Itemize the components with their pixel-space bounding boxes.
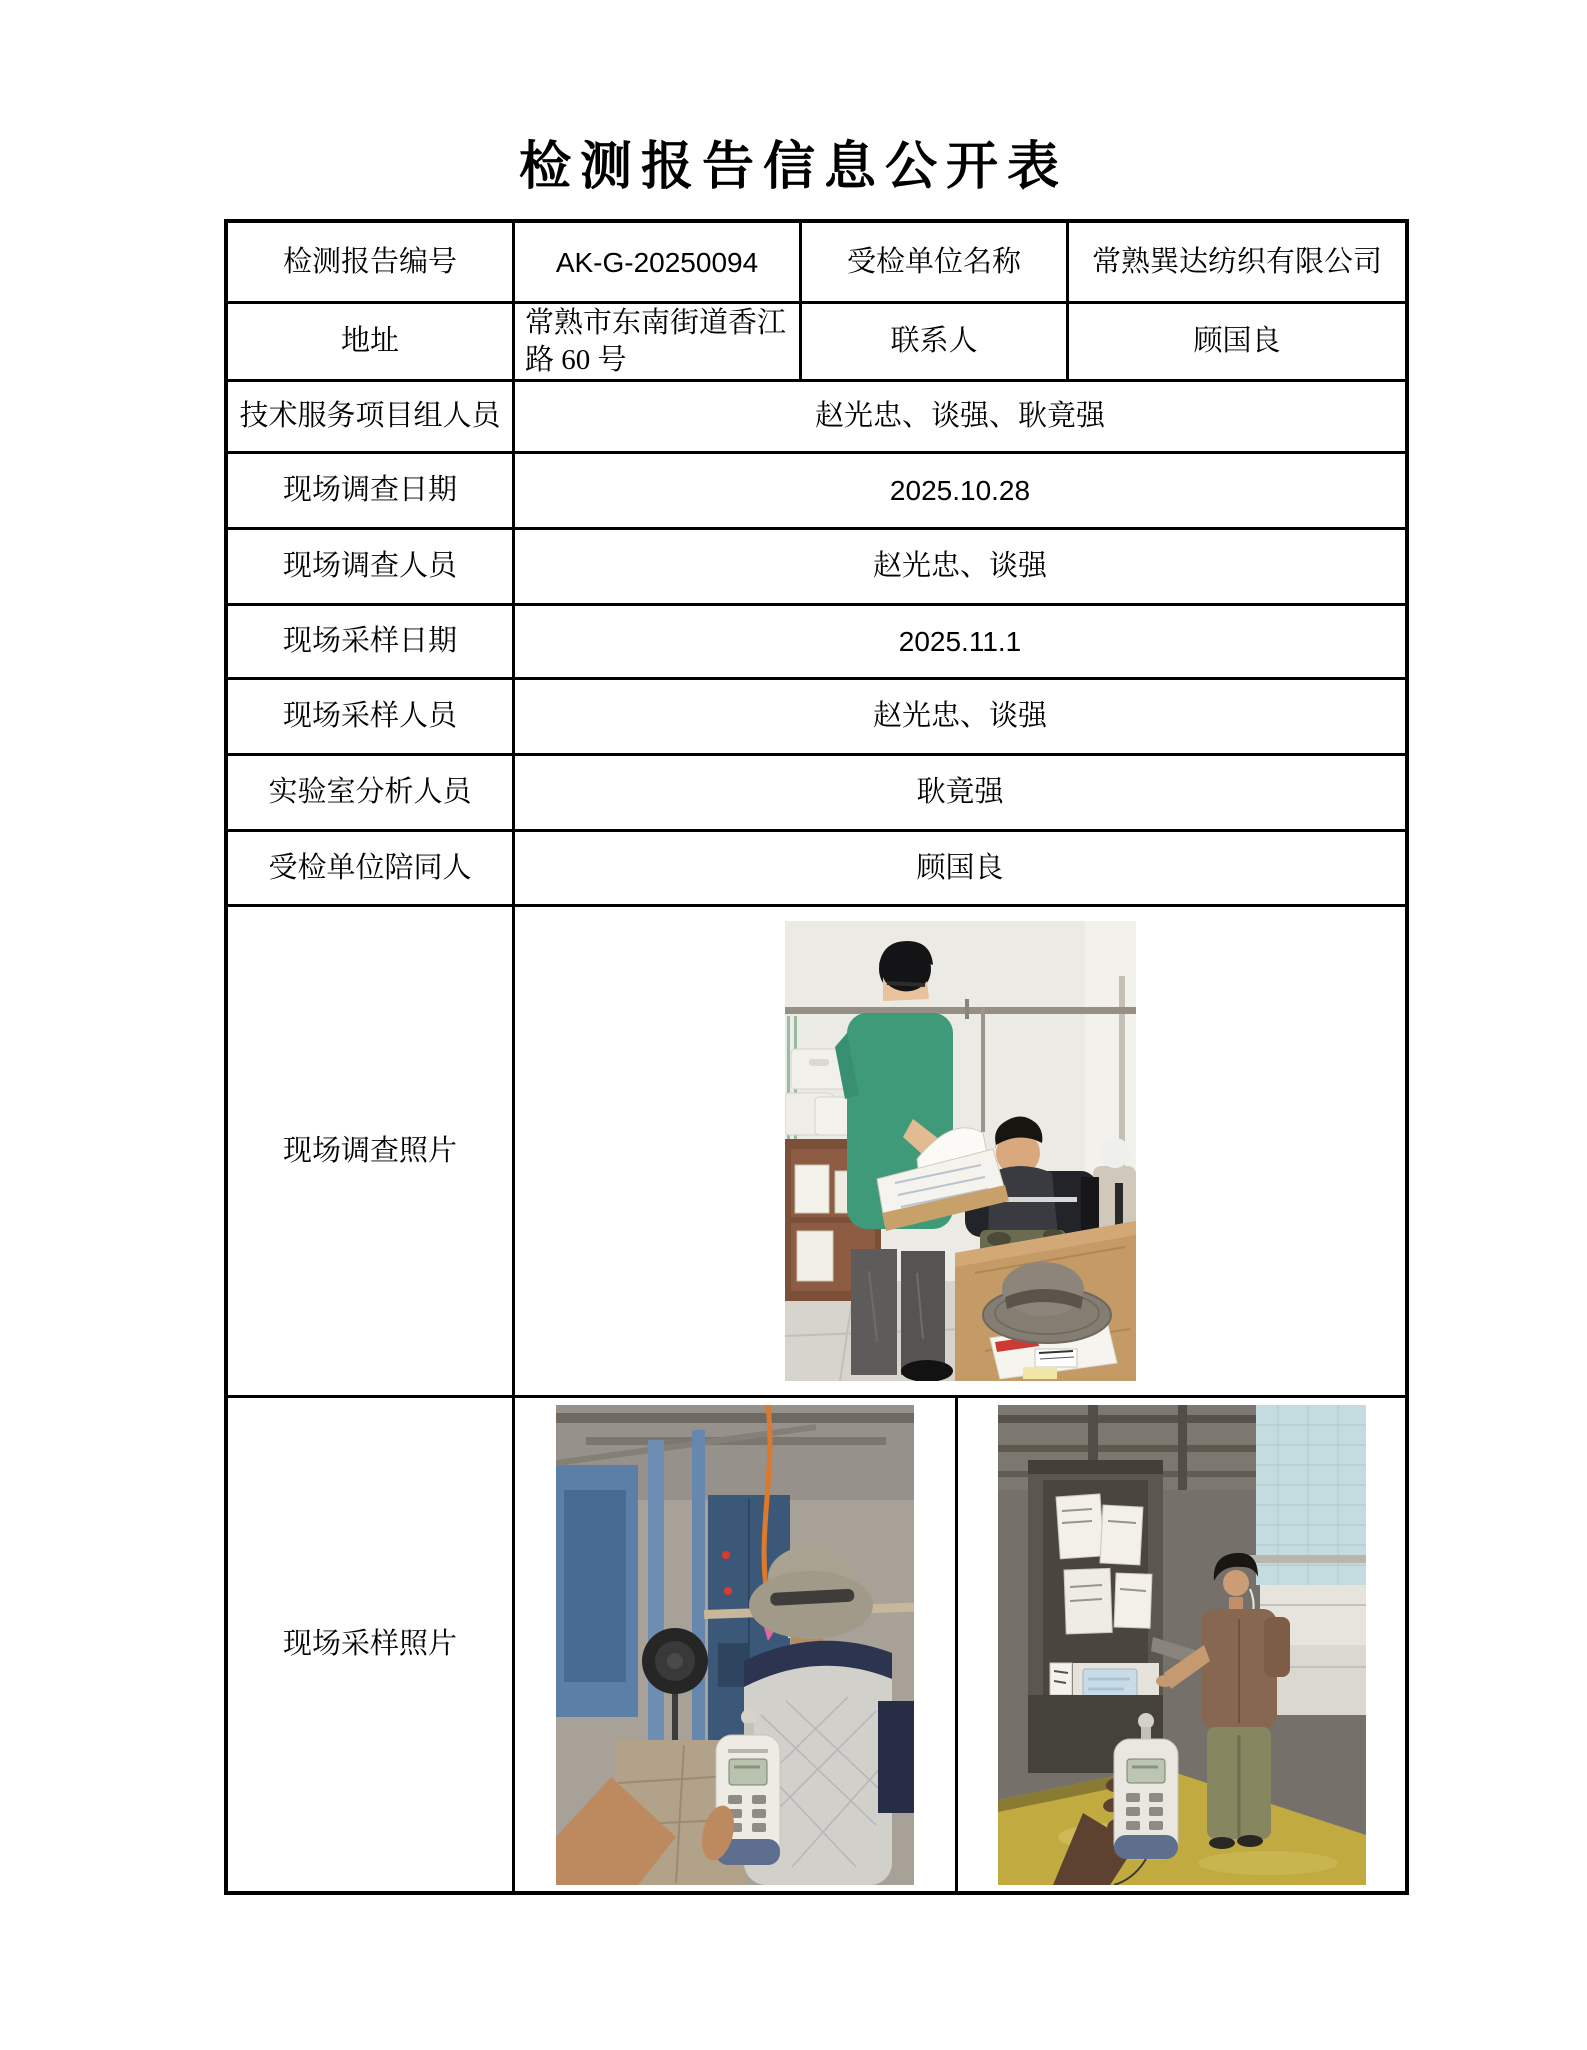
- address-label: 地址: [228, 304, 515, 379]
- table-row: [228, 382, 1405, 454]
- table-row: [228, 304, 1405, 382]
- report-no-value: AK-G-20250094: [515, 223, 802, 301]
- sampling-photo-left: [556, 1405, 914, 1885]
- table-row: [228, 606, 1405, 680]
- team-value: 赵光忠、谈强、耿竟强: [814, 400, 1105, 432]
- sampling-staff-value: 赵光忠、谈强: [872, 700, 1047, 732]
- survey-photo-cell: [515, 907, 1405, 1395]
- contact-label: 联系人: [802, 304, 1069, 379]
- info-table: [224, 219, 1409, 1895]
- table-row: [228, 832, 1405, 907]
- escort-value: 顾国良: [916, 851, 1004, 884]
- unit-name-label: 受检单位名称: [802, 223, 1069, 301]
- escort-label: 受检单位陪同人: [228, 832, 515, 904]
- table-row: [228, 530, 1405, 606]
- survey-staff-label: 现场调查人员: [228, 530, 515, 603]
- lab-analyst-label: 实验室分析人员: [228, 756, 515, 829]
- team-label: 技术服务项目组人员: [228, 382, 515, 451]
- site-survey-photo: [785, 921, 1136, 1381]
- survey-date-value: 2025.10.28: [889, 475, 1031, 506]
- sampling-photo-right: [998, 1405, 1366, 1885]
- table-row: [228, 907, 1405, 1398]
- sampling-photo-label: 现场采样照片: [228, 1398, 515, 1891]
- unit-name-value: 常熟巽达纺织有限公司: [1091, 245, 1382, 278]
- lab-analyst-value: 耿竟强: [916, 776, 1004, 808]
- page-title: 检测报告信息公开表: [518, 139, 1068, 196]
- survey-date-label: 现场调查日期: [228, 454, 515, 527]
- table-row: [228, 756, 1405, 832]
- survey-staff-value: 赵光忠、谈强: [872, 550, 1047, 582]
- sampling-date-value: 2025.11.1: [898, 626, 1022, 657]
- contact-value: 顾国良: [1193, 325, 1281, 357]
- sampling-photo-cell-right: [958, 1398, 1405, 1891]
- survey-photo-label: 现场调查照片: [228, 907, 515, 1395]
- report-no-label: 检测报告编号: [228, 223, 515, 301]
- table-row: [228, 1398, 1405, 1891]
- sampling-staff-label: 现场采样人员: [228, 680, 515, 753]
- table-row: [228, 223, 1405, 304]
- table-row: [228, 454, 1405, 530]
- table-row: [228, 680, 1405, 756]
- address-value: 常熟市东南街道香江路 60 号: [515, 304, 802, 379]
- sampling-date-label: 现场采样日期: [228, 606, 515, 677]
- noise-meter: [1114, 1739, 1178, 1859]
- sampling-photo-cell-left: [515, 1398, 958, 1891]
